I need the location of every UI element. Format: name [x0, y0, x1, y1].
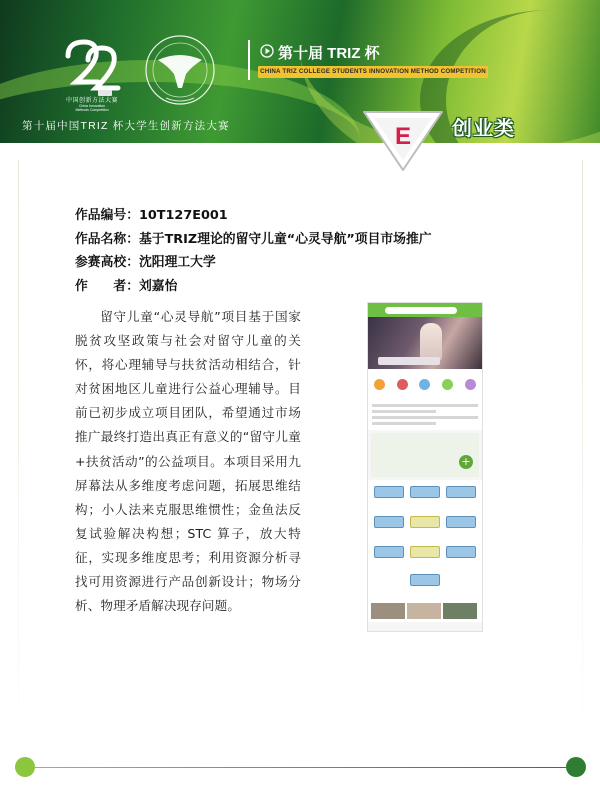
poster-hero — [368, 317, 482, 369]
entry-number-value: 10T127E001 — [138, 208, 228, 223]
flow-node — [446, 486, 476, 498]
poster-plus-icon: + — [459, 455, 473, 469]
decorative-dot — [566, 757, 586, 777]
poster-icon — [442, 379, 453, 390]
entry-name-row — [75, 228, 432, 252]
flow-node — [410, 574, 440, 586]
school-value: 沈阳理工大学 — [138, 255, 216, 270]
poster-photo — [407, 603, 441, 619]
project-poster-image — [367, 302, 483, 632]
flow-node — [410, 486, 440, 498]
poster-line — [372, 410, 436, 413]
flow-node — [374, 486, 404, 498]
poster-topbar — [368, 303, 482, 317]
poster-icon — [419, 379, 430, 390]
school-row — [75, 251, 432, 275]
flow-node — [374, 516, 404, 528]
competition-subtitle: 第十届中国TRIZ 杯大学生创新方法大赛 — [22, 120, 230, 132]
poster-photo — [371, 603, 405, 619]
poster-icon — [397, 379, 408, 390]
logo-caption — [52, 95, 132, 112]
logo-caption-en: China Innovation — [78, 104, 106, 108]
poster-banner — [378, 357, 440, 365]
project-description: 留守儿童“心灵导航”项目基于国家脱贫攻坚政策与社会对留守儿童的关怀，将心理辅导与扶贫活动相结合，针对贫困地区儿童进行公益心理辅导。目前已初步成立项目团队，希望通过市场推广最终打造出真正有意义的“留守儿童+扶贫活动”的公益项目。本项目采用九屏幕法从多维度考虑问题，拓展思维结构；小人法来克服思维惯性；金鱼法反复试验解决构想；STC 算子，放大特征，实现多维度思考；利用资源分析寻找可用资源进行产品创新设计；物场分析、物理矛盾解决现存问题。 — [75, 309, 301, 614]
poster-chat — [371, 433, 479, 477]
flow-node — [410, 546, 440, 558]
poster-line — [372, 416, 478, 419]
entry-number-row — [75, 204, 432, 228]
bottom-rule — [35, 767, 566, 768]
poster-flowchart — [368, 480, 482, 600]
decorative-dot — [15, 757, 35, 777]
poster-figure — [420, 323, 442, 361]
triz-cup-emblem-icon — [136, 26, 224, 114]
page-border — [582, 160, 583, 760]
poster-list — [368, 399, 482, 430]
edition-title: 第十届 TRIZ 杯 — [278, 45, 380, 62]
poster-photos — [368, 600, 482, 622]
poster-line — [372, 404, 478, 407]
logo-caption-cn: 中国创新方法大赛 — [65, 98, 118, 104]
play-icon — [260, 44, 274, 58]
category-letter: E — [394, 123, 412, 150]
category-label: 创业类 — [452, 116, 515, 140]
divider — [248, 40, 250, 80]
page-border — [18, 160, 19, 760]
school-label: 参赛高校： — [75, 255, 139, 270]
poster-line — [372, 422, 436, 425]
flow-node — [374, 546, 404, 558]
competition-logo-icon — [58, 38, 124, 102]
poster-photo — [443, 603, 477, 619]
poster-icon — [465, 379, 476, 390]
author-label: 作 者： — [75, 278, 139, 294]
entry-number-label: 作品编号： — [75, 208, 139, 223]
poster-search-bar — [385, 307, 457, 314]
entry-name-label: 作品名称： — [75, 231, 139, 247]
flow-node — [410, 516, 440, 528]
category-triangle-icon — [360, 108, 446, 174]
poster-icon — [374, 379, 385, 390]
entry-info — [75, 204, 432, 298]
flow-node — [446, 516, 476, 528]
author-value: 刘嘉怡 — [138, 278, 178, 294]
flow-node — [446, 546, 476, 558]
author-row — [75, 275, 432, 299]
logo-caption-en: Methods Competition — [75, 108, 109, 112]
competition-name-ribbon: CHINA TRIZ COLLEGE STUDENTS INNOVATION METHOD COMPETITION — [258, 66, 488, 78]
entry-name-value: 基于TRIZ理论的留守儿童“心灵导航”项目市场推广 — [138, 231, 432, 247]
poster-icon-row — [368, 369, 482, 399]
